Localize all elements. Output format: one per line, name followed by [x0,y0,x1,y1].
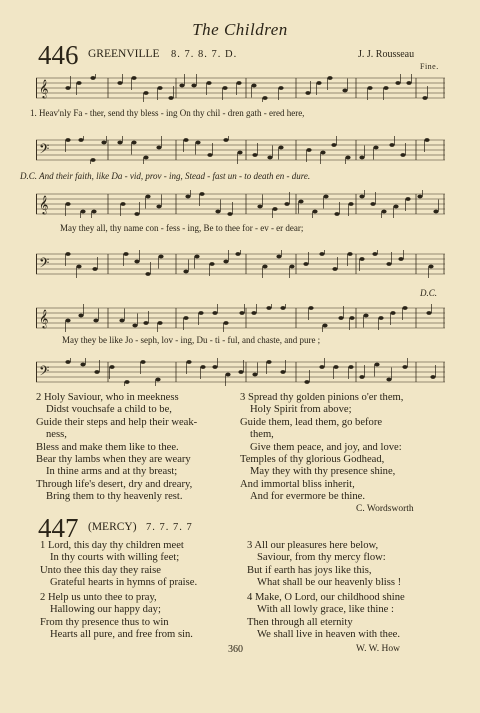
verse-line: Through life's desert, dry and dreary, [36,478,193,490]
hymn-447-tune: (MERCY) [88,521,137,533]
verse-line: Temples of thy glorious Godhead, [240,454,385,466]
verse-line: Give them peace, and joy, and love: [250,441,402,453]
hymn-447-meter: 7. 7. 7. 7 [146,522,193,533]
verse-line: What shall be our heavenly bliss ! [257,577,402,589]
verse-line: With all lowly grace, like thine : [257,604,394,616]
hymn-447-author: W. W. How [356,644,400,654]
lyric-line-1: 1. Heav'nly Fa - ther, send thy bless - ing On thy chil - dren gath - ered here, [30,108,305,118]
music-staff-bass-3 [36,358,445,386]
lyric-line-2: May they all, thy name con - fess - ing, Be to thee for - ev - er dear; [60,223,304,233]
verse-line: Then through all eternity [247,616,353,628]
verse-line: Holy Spirit from above; [250,404,352,416]
verse-line: Make, O Lord, our childhood shine [254,592,405,603]
verse-number: 4 [247,592,253,603]
verse-line: In thy courts with willing feet; [50,552,180,564]
music-staff-treble-1 [36,74,445,102]
verse-line: And immortal bliss inherit, [240,478,355,490]
verse-line: Bring them to thy heavenly rest. [46,491,183,503]
page-header: The Children [192,20,288,39]
hymn-446-verse-2 [36,392,197,504]
verse-line: Bear thy lambs when they are weary [36,454,191,466]
verse-number: 1 [40,540,46,551]
music-staff-treble-2 [36,190,445,218]
verse-number: 3 [247,540,253,551]
hymn-447-verse-2 [40,592,193,642]
hymn-446-number: 446 [38,40,79,70]
verse-line: All our pleasures here below, [254,540,379,551]
verse-line: May they with thy presence shine, [250,466,396,478]
hymn-446-tune: GREENVILLE [88,48,160,60]
verse-line: In thine arms and at thy breast; [46,466,178,478]
verse-number: 2 [36,392,42,403]
verse-line: And for evermore be thine. [250,491,366,503]
verse-line: We shall live in heaven with thee. [257,629,400,641]
verse-first-line: Holy Saviour, who in meekness [43,392,179,403]
hymn-446-verse-3 [240,392,403,504]
verse-line: Unto thee this day they raise [40,564,161,576]
svg-text:𝄞: 𝄞 [39,195,49,214]
page-number: 360 [228,644,243,655]
verse-line: Hallowing our happy day; [50,604,161,616]
svg-text:𝄞: 𝄞 [39,79,49,98]
dc-mark: D.C. [420,288,438,298]
verse-first-line: Spread thy golden pinions o'er them, [247,392,404,403]
hymn-446-composer: J. J. Rousseau [358,49,415,60]
hymn-447-number: 447 [38,513,79,543]
music-staff-bass-2 [36,250,445,278]
verse-line: Saviour, from thy mercy flow: [257,552,386,564]
svg-text:𝄢: 𝄢 [39,363,50,382]
verse-line: Lord, this day thy children meet [47,540,184,551]
music-staff-bass-1 [36,136,445,164]
hymn-446-meter: 8. 7. 8. 7. D. [171,49,238,60]
verse-line: Help us unto thee to pray, [47,592,157,603]
verse-line: Grateful hearts in hymns of praise. [50,577,198,589]
verse-line: Guide their steps and help their weak- [36,416,198,428]
hymn-447-verse-4 [247,592,405,642]
verse-line: Didst vouchsafe a child to be, [46,404,172,416]
svg-text:𝄢: 𝄢 [39,141,50,160]
hymn-447-verse-3 [247,540,401,590]
fine-mark: Fine. [420,62,439,71]
verse-line: But if earth has joys like this, [247,564,372,576]
verse-line: ness, [46,429,67,441]
hymn-447-verse-1 [40,540,197,590]
lyric-dc-line: D.C. And their faith, like Da - vid, prov - ing, Stead - fast un - to death en - dure. [20,171,311,181]
verse-number: 2 [40,592,46,603]
svg-text:𝄢: 𝄢 [39,255,50,274]
verse-line: From thy presence thus to win [40,616,169,628]
music-staff-treble-3 [36,304,445,332]
svg-text:𝄞: 𝄞 [39,309,49,328]
lyric-line-3: May they be like Jo - seph, lov - ing, Du - ti - ful, and chaste, and pure ; [62,335,321,345]
verse-line: Guide them, lead them, go before [240,416,383,428]
verse-number: 3 [240,392,246,403]
verse-line: them, [250,429,274,441]
verse-line: Hearts all pure, and free from sin. [50,629,193,641]
verse-line: Bless and make them like to thee. [36,441,179,453]
hymn-446-author: C. Wordsworth [356,504,414,514]
